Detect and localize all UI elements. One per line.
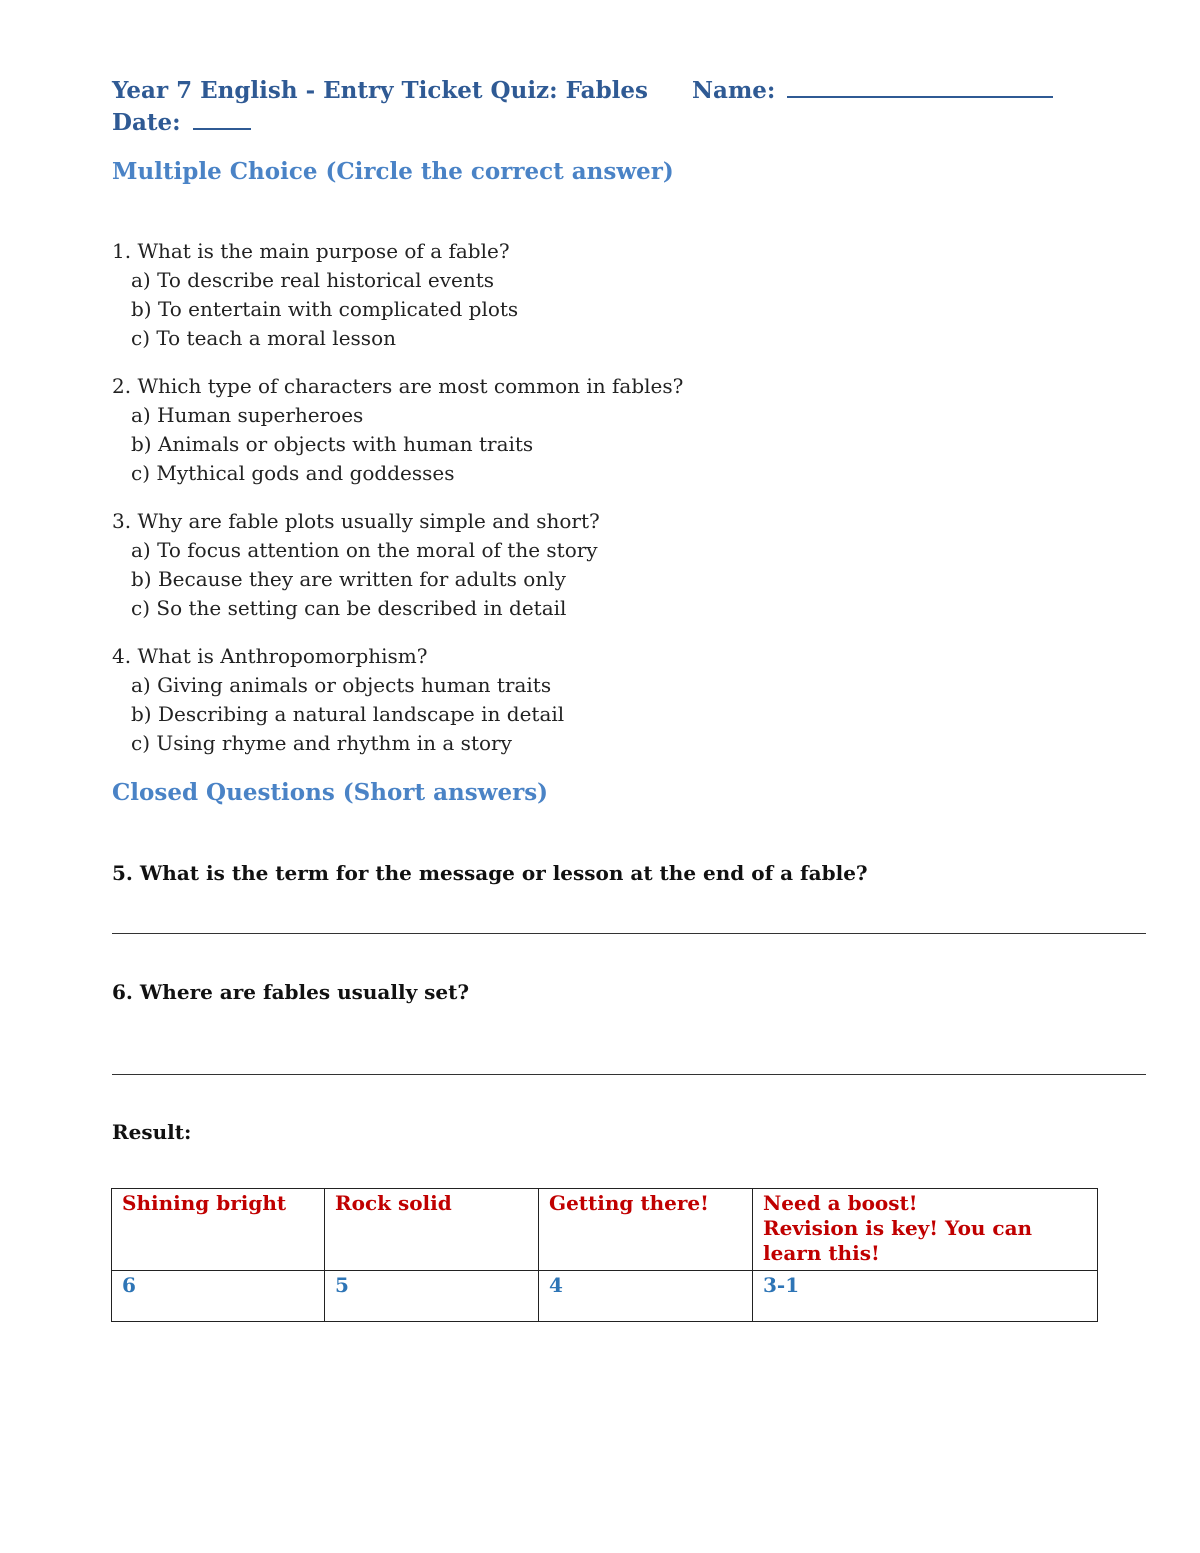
option-a[interactable]: a) Human superheroes xyxy=(131,403,364,427)
result-level-row xyxy=(112,1189,1098,1271)
name-label: Name: xyxy=(692,77,776,104)
option-b[interactable]: b) Animals or objects with human traits xyxy=(131,432,534,456)
question-text: 1. What is the main purpose of a fable? xyxy=(112,239,510,263)
score-4: 4 xyxy=(539,1271,753,1322)
option-b[interactable]: b) Describing a natural landscape in detail xyxy=(131,702,565,726)
level-need-a-boost xyxy=(753,1189,1098,1271)
result-label: Result: xyxy=(112,1120,192,1144)
question-text: 2. Which type of characters are most common in fables? xyxy=(112,374,684,398)
name-field xyxy=(692,74,1053,106)
score-3-1: 3-1 xyxy=(753,1271,1098,1322)
option-a[interactable]: a) To focus attention on the moral of the story xyxy=(131,538,598,562)
question-text: 4. What is Anthropomorphism? xyxy=(112,644,428,668)
answer-line-5[interactable] xyxy=(112,933,1146,934)
multiple-choice-heading: Multiple Choice (Circle the correct answer) xyxy=(112,158,674,185)
option-c[interactable]: c) Mythical gods and goddesses xyxy=(131,461,455,485)
name-blank[interactable] xyxy=(787,74,1053,98)
result-table xyxy=(111,1188,1098,1322)
date-label: Date: xyxy=(112,109,181,136)
result-score-row xyxy=(112,1271,1098,1322)
page-title: Year 7 English - Entry Ticket Quiz: Fables xyxy=(112,77,648,104)
option-a[interactable]: a) To describe real historical events xyxy=(131,268,495,292)
question-3 xyxy=(112,507,600,623)
quiz-header xyxy=(112,74,1053,138)
question-6: 6. Where are fables usually set? xyxy=(112,980,470,1004)
question-1 xyxy=(112,237,518,353)
score-6: 6 xyxy=(112,1271,325,1322)
answer-line-6[interactable] xyxy=(112,1074,1146,1075)
level-getting-there: Getting there! xyxy=(539,1189,753,1271)
option-c[interactable]: c) So the setting can be described in detail xyxy=(131,596,567,620)
closed-questions-heading: Closed Questions (Short answers) xyxy=(112,779,549,806)
question-text: 3. Why are fable plots usually simple and short? xyxy=(112,509,600,533)
date-field xyxy=(112,109,251,136)
level-need-a-boost-text: Need a boost! Revision is key! You can learn this! xyxy=(763,1191,1033,1265)
question-5: 5. What is the term for the message or lesson at the end of a fable? xyxy=(112,861,868,885)
option-b[interactable]: b) Because they are written for adults only xyxy=(131,567,566,591)
level-rock-solid: Rock solid xyxy=(325,1189,539,1271)
option-c[interactable]: c) Using rhyme and rhythm in a story xyxy=(131,731,512,755)
option-a[interactable]: a) Giving animals or objects human traits xyxy=(131,673,552,697)
score-5: 5 xyxy=(325,1271,539,1322)
question-2 xyxy=(112,372,683,488)
option-c[interactable]: c) To teach a moral lesson xyxy=(131,326,396,350)
question-4 xyxy=(112,642,564,758)
date-blank[interactable] xyxy=(193,106,251,130)
level-shining-bright: Shining bright xyxy=(112,1189,325,1271)
option-b[interactable]: b) To entertain with complicated plots xyxy=(131,297,519,321)
